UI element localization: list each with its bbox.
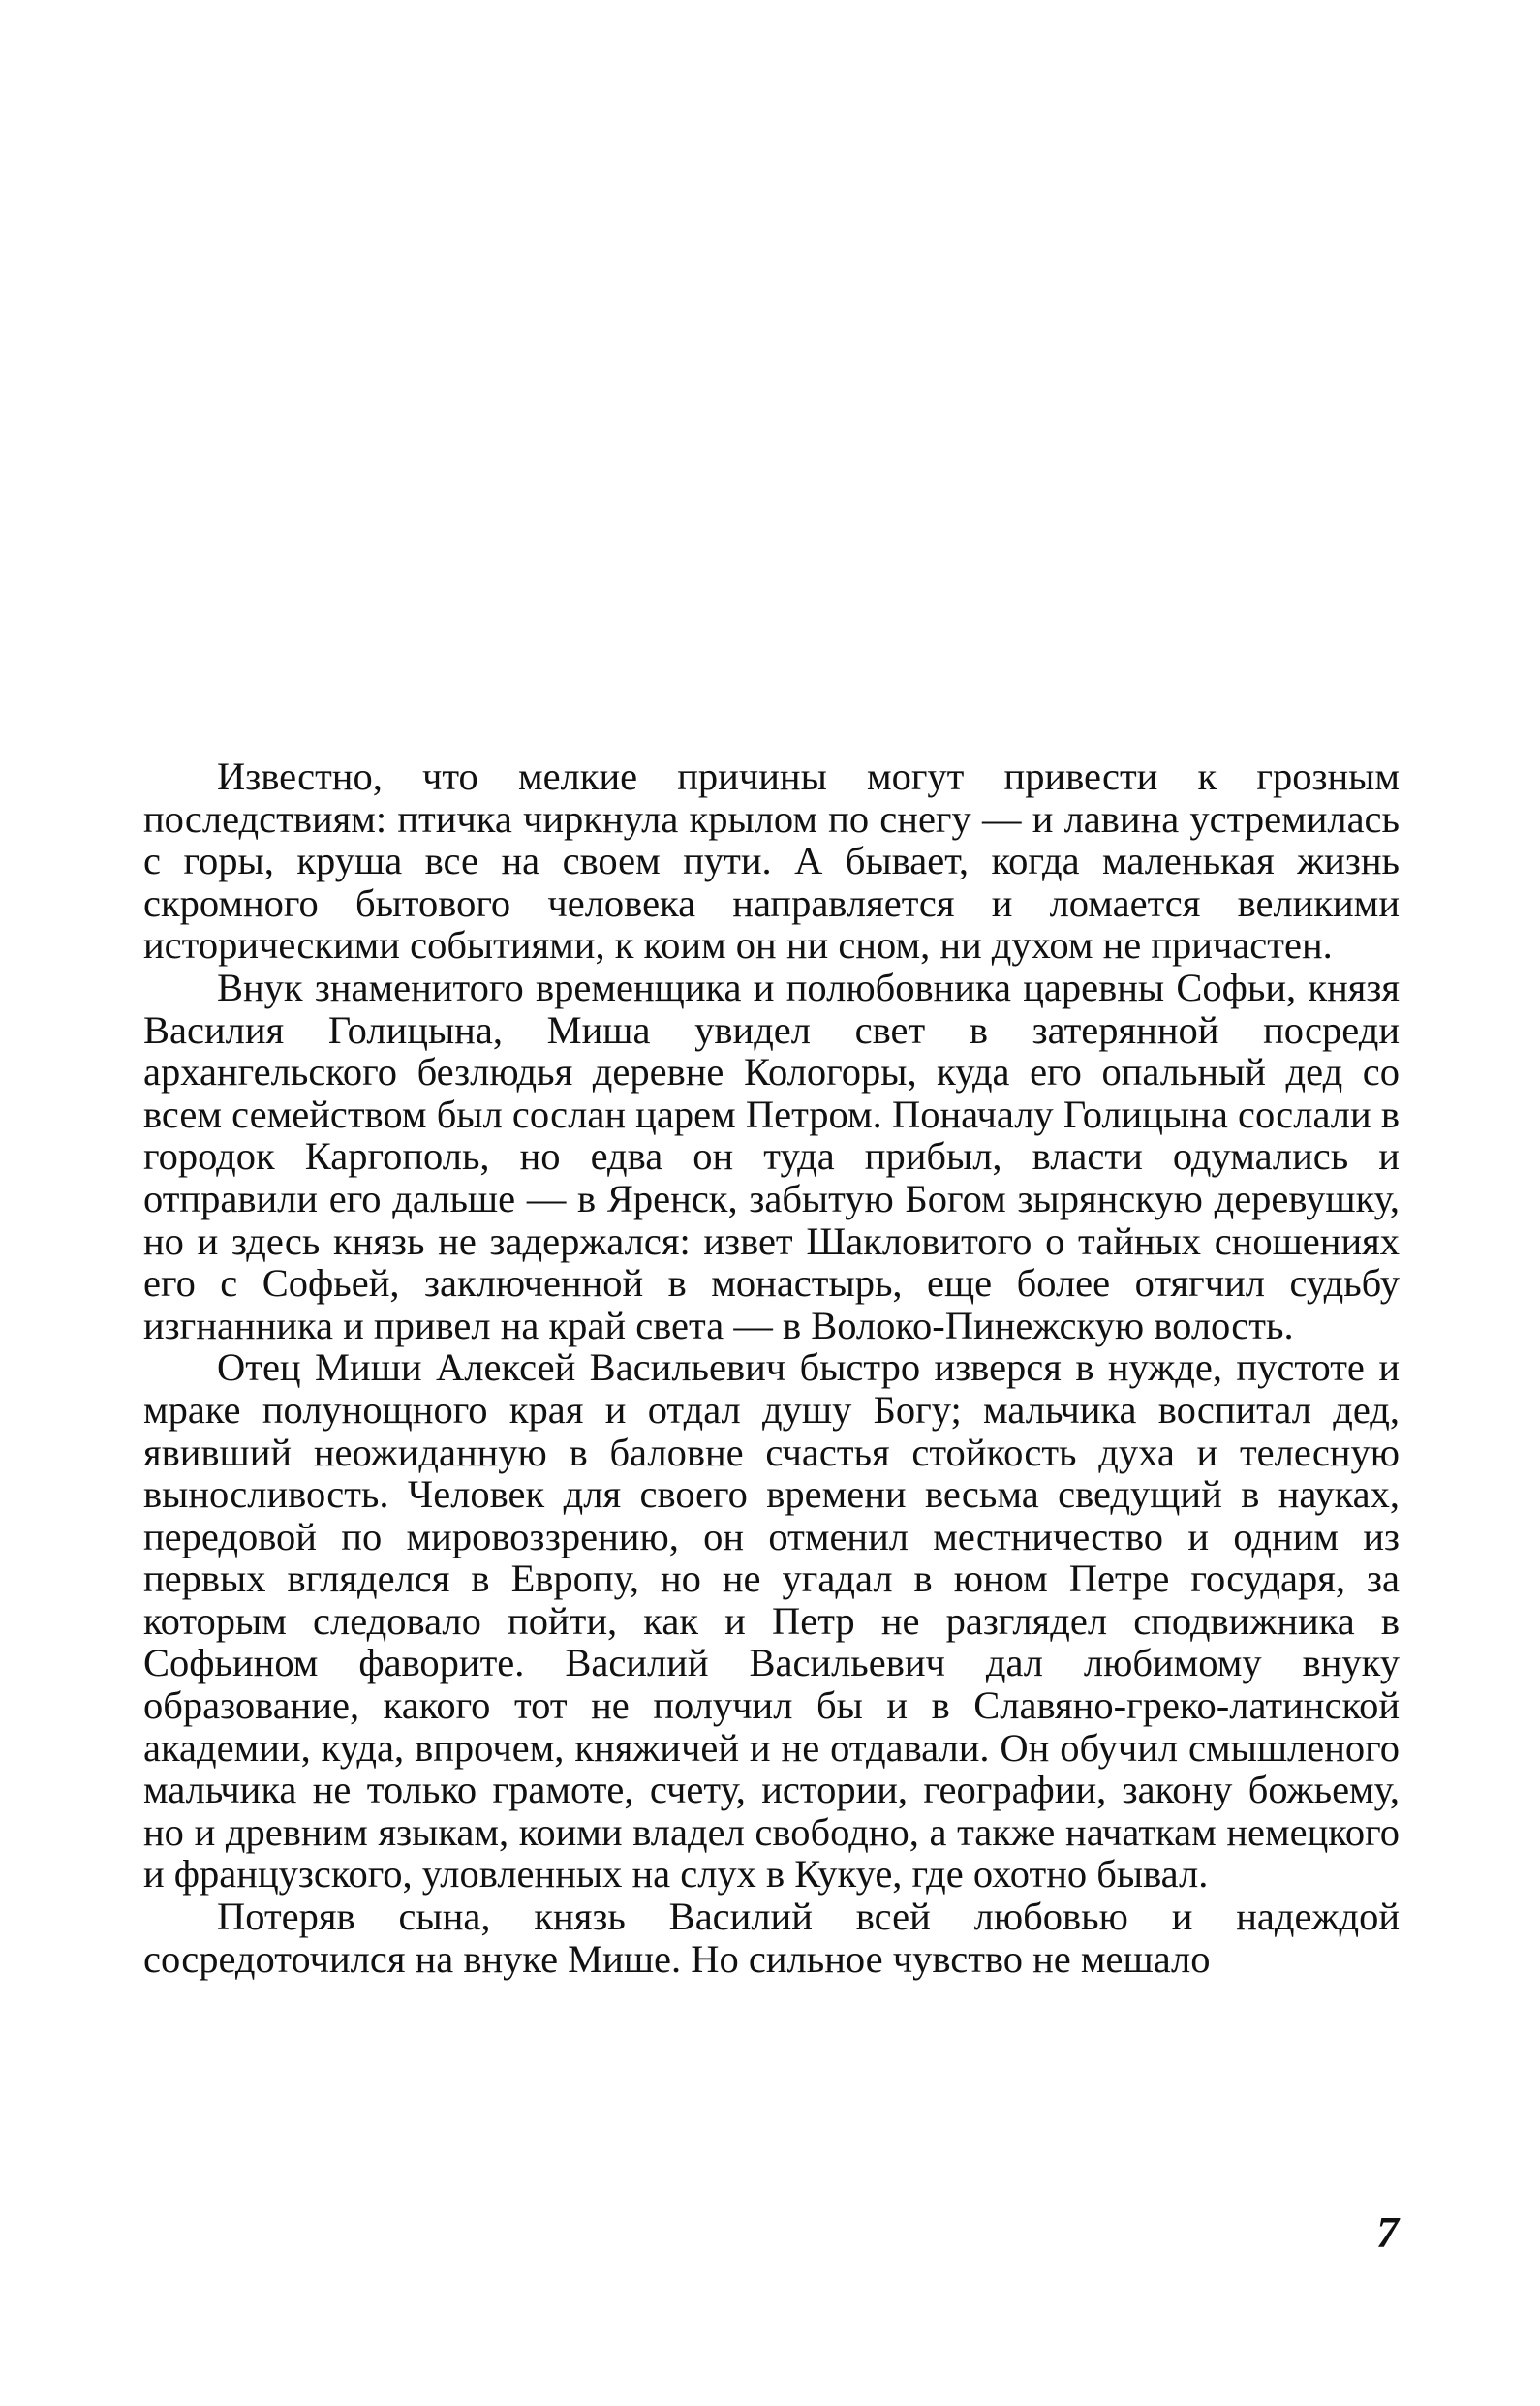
paragraph: Известно, что мелкие причины могут привести к грозным последствиям: птичка чиркнула крылом по снегу — и лавина устремилась с горы, круша все на своем пути. А бывает, когда маленькая жизнь скромного бытового человека направляется и ломается великими историческими событиями, к коим он ни сном, ни духом не причастен. (143, 755, 1400, 968)
body-text (143, 756, 1400, 1980)
page-number: 7 (1376, 2207, 1399, 2257)
paragraph: Потеряв сына, князь Василий всей любовью и надеждой сосредоточился на внуке Мише. Но сильное чувство не мешало (143, 1895, 1400, 1981)
paragraph: Внук знаменитого временщика и полюбовника царевны Софьи, князя Василия Голицына, Миша увидел свет в затерянной посреди архангельского безлюдья деревне Кологоры, куда его опальный дед со всем семейством был сослан царем Петром. Поначалу Голицына сослали в городок Каргополь, но едва он туда прибыл, власти одумались и отправили его дальше — в Яренск, забытую Богом зырянскую деревушку, но и здесь князь не задержался: извет Шакловитого о тайных сношениях его с Софьей, заключенной в монастырь, еще более отягчил судьбу изгнанника и привел на край света — в Волоко-Пинежскую волость. (143, 965, 1400, 1347)
paragraph: Отец Миши Алексей Васильевич быстро изверся в нужде, пустоте и мраке полунощного края и отдал душу Богу; мальчика воспитал дед, явивший неожиданную в баловне счастья стойкость духа и телесную выносливость. Человек для своего времени весьма сведущий в науках, передовой по мировоззрению, он отменил местничество и одним из первых вгляделся в Европу, но не угадал в юном Петре государя, за которым следовало пойти, как и Петр не разглядел сподвижника в Софьином фаворите. Василий Васильевич дал любимому внуку образование, какого тот не получил бы и в Славяно-греко-латинской академии, куда, впрочем, княжичей и не отдавали. Он обучил смышленого мальчика не только грамоте, счету, истории, географии, закону божьему, но и древним языкам, коими владел свободно, а также начаткам немецкого и французского, уловленных на слух в Кукуе, где охотно бывал. (143, 1345, 1400, 1897)
